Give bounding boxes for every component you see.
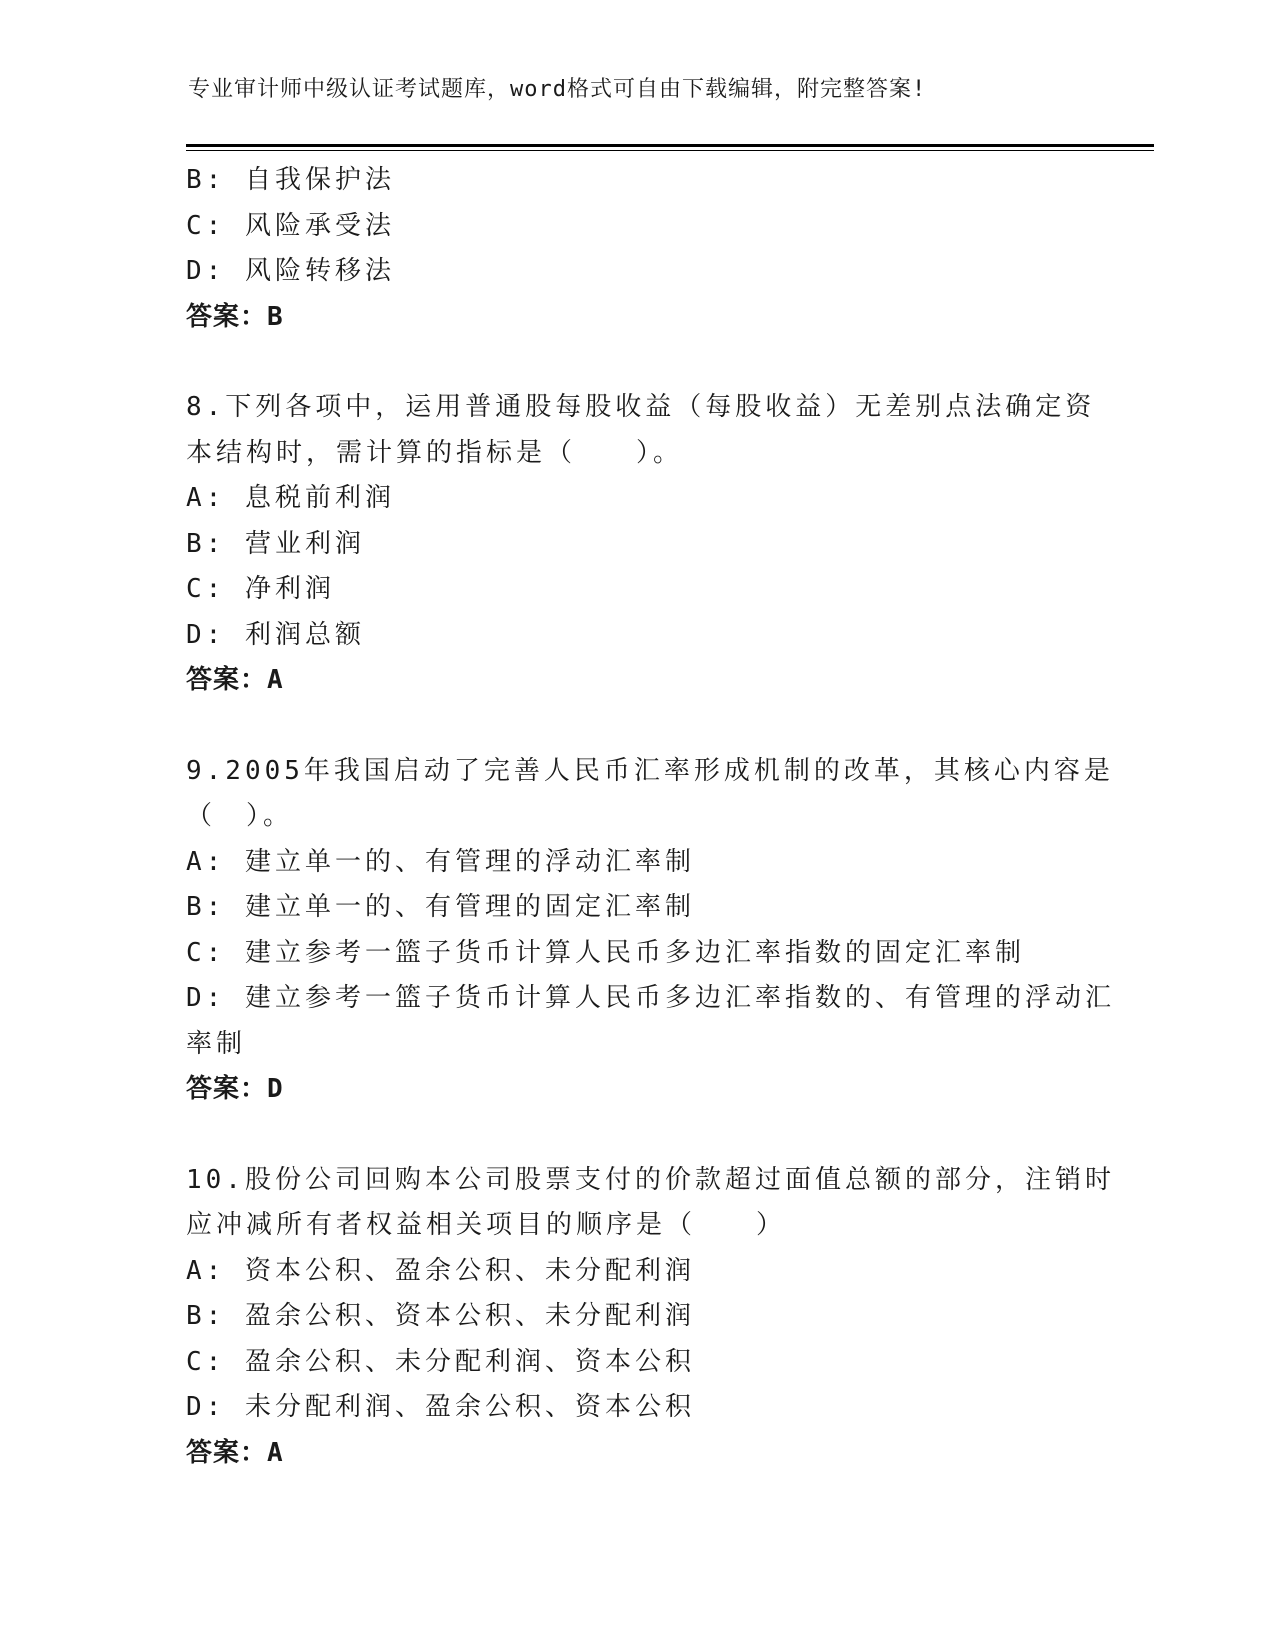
spacer	[186, 340, 1086, 385]
question-stem: 10.股份公司回购本公司股票支付的价款超过面值总额的部分，注销时	[186, 1164, 1115, 1195]
option-d-continued: 率制	[186, 1028, 247, 1059]
option-a: A: 息税前利润	[186, 483, 395, 513]
header-rule-thick	[186, 144, 1154, 147]
answer: 答案：A	[186, 1437, 284, 1468]
answer: 答案：B	[186, 301, 284, 332]
option-c: C: 盈余公积、未分配利润、资本公积	[186, 1346, 695, 1377]
question-8	[186, 385, 1096, 704]
header-rule-thin	[186, 150, 1154, 151]
question-stem: 9.2005年我国启动了完善人民币汇率形成机制的改革，其核心内容是	[186, 755, 1114, 786]
prev-question	[186, 158, 1086, 340]
option-c: C: 建立参考一篮子货币计算人民币多边汇率指数的固定汇率制	[186, 937, 1025, 968]
question-stem: 本结构时，需计算的指标是（ ）。	[186, 437, 684, 468]
spacer	[186, 704, 1086, 749]
option-a: A: 资本公积、盈余公积、未分配利润	[186, 1255, 695, 1286]
spacer	[186, 1113, 1086, 1158]
option-c: C: 净利润	[186, 574, 335, 604]
answer: 答案：D	[186, 1074, 284, 1104]
option-d: D: 风险转移法	[186, 256, 395, 286]
question-9	[186, 749, 1115, 1113]
page-header: 专业审计师中级认证考试题库，word格式可自由下载编辑，附完整答案!	[188, 77, 927, 102]
question-stem: （ ）。	[186, 801, 294, 831]
option-d: D: 利润总额	[186, 619, 365, 650]
question-stem: 8.下列各项中，运用普通股每股收益（每股收益）无差别点法确定资	[186, 392, 1096, 422]
option-b: B: 营业利润	[186, 528, 365, 559]
option-a: A: 建立单一的、有管理的浮动汇率制	[186, 846, 695, 877]
document-body	[186, 158, 1115, 1476]
question-10	[186, 1158, 1115, 1477]
option-b: B: 自我保护法	[186, 165, 395, 195]
question-stem: 应冲减所有者权益相关项目的顺序是（ ）	[186, 1210, 787, 1240]
answer: 答案：A	[186, 665, 284, 695]
option-d: D: 未分配利润、盈余公积、资本公积	[186, 1392, 695, 1422]
option-d: D: 建立参考一篮子货币计算人民币多边汇率指数的、有管理的浮动汇	[186, 983, 1115, 1013]
option-b: B: 盈余公积、资本公积、未分配利润	[186, 1301, 695, 1331]
option-c: C: 风险承受法	[186, 210, 395, 241]
option-b: B: 建立单一的、有管理的固定汇率制	[186, 892, 695, 922]
